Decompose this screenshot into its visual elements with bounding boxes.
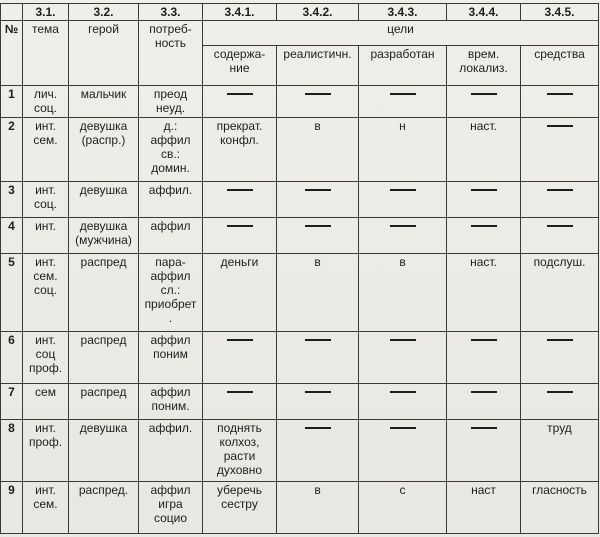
cell-time: наст — [447, 482, 521, 534]
cell-hero: мальчик — [69, 86, 139, 118]
cell-developed: н — [359, 118, 447, 182]
code-topic: 3.1. — [23, 4, 69, 21]
cell-developed — [359, 384, 447, 420]
cell-content — [203, 332, 277, 384]
cell-means — [521, 86, 599, 118]
table-row — [1, 86, 599, 118]
table-row — [1, 254, 599, 332]
dash-mark — [227, 225, 253, 227]
table-body — [1, 4, 599, 534]
cell-time: наст. — [447, 118, 521, 182]
cell-topic: инт. соц. — [23, 182, 69, 218]
dash-mark — [390, 391, 416, 393]
cell-n: 9 — [1, 482, 23, 534]
cell-means: труд — [521, 420, 599, 482]
code-content: 3.4.1. — [203, 4, 277, 21]
cell-time — [447, 182, 521, 218]
dash-mark — [471, 427, 497, 429]
cell-n: 5 — [1, 254, 23, 332]
dash-mark — [390, 427, 416, 429]
table-row — [1, 384, 599, 420]
cell-n: 1 — [1, 86, 23, 118]
dash-mark — [227, 391, 253, 393]
dash-mark — [471, 391, 497, 393]
cell-need: д.: аффил св.: домин. — [139, 118, 203, 182]
cell-content: прекрат. конфл. — [203, 118, 277, 182]
cell-need: аффил поним. — [139, 384, 203, 420]
cell-topic: инт. сем. соц. — [23, 254, 69, 332]
dash-mark — [547, 189, 573, 191]
code-means: 3.4.5. — [521, 4, 599, 21]
cell-need: аффил. — [139, 420, 203, 482]
dash-mark — [547, 125, 573, 127]
cell-topic: инт. — [23, 218, 69, 254]
cell-realistic — [277, 218, 359, 254]
code-hero: 3.2. — [69, 4, 139, 21]
dash-mark — [227, 339, 253, 341]
table-row — [1, 332, 599, 384]
header-topic: тема — [23, 21, 69, 86]
cell-content — [203, 218, 277, 254]
header-goals: цели — [203, 21, 599, 46]
header-row-goals — [1, 21, 599, 46]
cell-realistic: в — [277, 482, 359, 534]
cell-time — [447, 218, 521, 254]
cell-developed: с — [359, 482, 447, 534]
dash-mark — [305, 391, 331, 393]
cell-n: 8 — [1, 420, 23, 482]
cell-developed — [359, 182, 447, 218]
cell-need: преод неуд. — [139, 86, 203, 118]
dash-mark — [305, 339, 331, 341]
cell-means — [521, 118, 599, 182]
cell-content — [203, 384, 277, 420]
cell-time — [447, 384, 521, 420]
cell-realistic: в — [277, 118, 359, 182]
cell-developed — [359, 218, 447, 254]
header-realistic: реалистичн. — [277, 46, 359, 86]
goals-table — [0, 3, 599, 534]
code-cell-empty — [1, 4, 23, 21]
dash-mark — [305, 225, 331, 227]
dash-mark — [390, 339, 416, 341]
header-content: содержа- ние — [203, 46, 277, 86]
cell-time — [447, 420, 521, 482]
header-developed: разработан — [359, 46, 447, 86]
cell-hero: распред — [69, 384, 139, 420]
cell-hero: девушка — [69, 420, 139, 482]
cell-realistic — [277, 86, 359, 118]
cell-topic: инт. проф. — [23, 420, 69, 482]
dash-mark — [305, 427, 331, 429]
cell-time — [447, 332, 521, 384]
cell-realistic — [277, 182, 359, 218]
dash-mark — [547, 225, 573, 227]
cell-topic: инт. сем. — [23, 118, 69, 182]
dash-mark — [471, 93, 497, 95]
cell-realistic: в — [277, 254, 359, 332]
dash-mark — [305, 189, 331, 191]
dash-mark — [547, 391, 573, 393]
dash-mark — [227, 93, 253, 95]
header-need: потреб- ность — [139, 21, 203, 86]
cell-hero: девушка (распр.) — [69, 118, 139, 182]
table-row — [1, 482, 599, 534]
cell-developed — [359, 332, 447, 384]
cell-means — [521, 218, 599, 254]
header-hero: герой — [69, 21, 139, 86]
header-means: средства — [521, 46, 599, 86]
table-row — [1, 218, 599, 254]
dash-mark — [390, 93, 416, 95]
cell-topic: лич. соц. — [23, 86, 69, 118]
code-realistic: 3.4.2. — [277, 4, 359, 21]
cell-means: подслуш. — [521, 254, 599, 332]
cell-hero: распред — [69, 254, 139, 332]
cell-topic: сем — [23, 384, 69, 420]
code-time: 3.4.4. — [447, 4, 521, 21]
cell-content — [203, 182, 277, 218]
dash-mark — [471, 189, 497, 191]
dash-mark — [390, 225, 416, 227]
cell-n: 3 — [1, 182, 23, 218]
cell-time — [447, 86, 521, 118]
dash-mark — [471, 225, 497, 227]
table-row — [1, 420, 599, 482]
cell-need: пара- аффил сл.: приобрет . — [139, 254, 203, 332]
dash-mark — [390, 189, 416, 191]
cell-n: 4 — [1, 218, 23, 254]
dash-mark — [547, 93, 573, 95]
cell-means — [521, 332, 599, 384]
cell-developed: в — [359, 254, 447, 332]
cell-need: аффил игра социо — [139, 482, 203, 534]
cell-developed — [359, 420, 447, 482]
cell-realistic — [277, 420, 359, 482]
table-row — [1, 182, 599, 218]
cell-n: 2 — [1, 118, 23, 182]
cell-hero: девушка — [69, 182, 139, 218]
cell-means: гласность — [521, 482, 599, 534]
dash-mark — [305, 93, 331, 95]
cell-need: аффил — [139, 218, 203, 254]
header-num: № — [1, 21, 23, 86]
cell-n: 7 — [1, 384, 23, 420]
cell-means — [521, 384, 599, 420]
cell-hero: распред. — [69, 482, 139, 534]
cell-content: уберечь сестру — [203, 482, 277, 534]
cell-need: аффил поним — [139, 332, 203, 384]
cell-n: 6 — [1, 332, 23, 384]
cell-topic: инт. соц проф. — [23, 332, 69, 384]
header-time: врем. локализ. — [447, 46, 521, 86]
dash-mark — [471, 339, 497, 341]
cell-need: аффил. — [139, 182, 203, 218]
dash-mark — [547, 339, 573, 341]
cell-content: поднять колхоз, расти духовно — [203, 420, 277, 482]
code-developed: 3.4.3. — [359, 4, 447, 21]
table-row — [1, 118, 599, 182]
cell-realistic — [277, 384, 359, 420]
cell-hero: распред — [69, 332, 139, 384]
cell-content: деньги — [203, 254, 277, 332]
cell-realistic — [277, 332, 359, 384]
dash-mark — [227, 189, 253, 191]
cell-hero: девушка (мужчина) — [69, 218, 139, 254]
cell-means — [521, 182, 599, 218]
code-row — [1, 4, 599, 21]
code-need: 3.3. — [139, 4, 203, 21]
cell-topic: инт. сем. — [23, 482, 69, 534]
cell-developed — [359, 86, 447, 118]
cell-time: наст. — [447, 254, 521, 332]
cell-content — [203, 86, 277, 118]
